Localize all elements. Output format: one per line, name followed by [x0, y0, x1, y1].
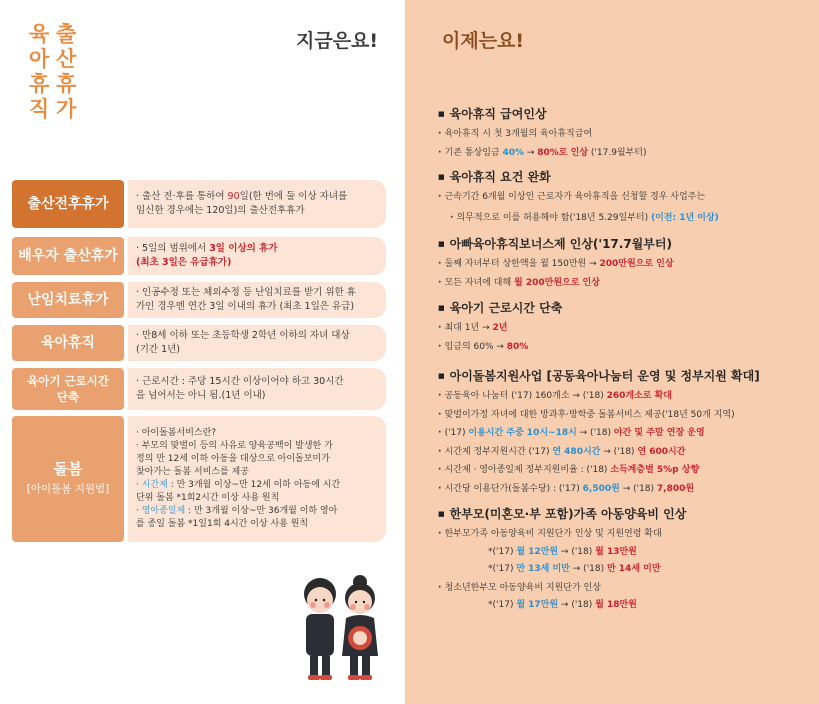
list-item: · 임금의 60% → 80%	[438, 341, 808, 354]
list-item: · 시간제 정부지원시간 ('17) 연 480시간 → ('18) 연 600시간	[438, 446, 808, 459]
after-heading: 이제는요!	[442, 30, 525, 52]
title-char: 휴	[29, 72, 50, 96]
list-item: · 모든 자녀에 대해 월 200만원으로 인상	[438, 277, 808, 290]
row-childcare	[12, 416, 386, 542]
list-item: · 둘째 자녀부터 상한액을 월 150만원 → 200만원으로 인상	[438, 258, 808, 271]
title-column-1	[29, 22, 49, 122]
section-heading: ■ 육아휴직 요건 완화	[438, 169, 808, 185]
section-heading: ■ 아이돌봄지원사업 [공동육아나눔터 운영 및 정부지원 확대]	[438, 368, 808, 384]
row-description: · 만8세 이하 또는 초등학생 2학년 이하의 자녀 대상 (기간 1년)	[128, 325, 386, 361]
row-description: · 인공수정 또는 체외수정 등 난임치료를 받기 위한 휴 가인 경우엔 연간 3일 이내의 휴가 (최초 1일은 유급)	[128, 282, 386, 318]
parents-illustration	[296, 572, 386, 684]
title-char: 가	[56, 97, 77, 121]
row-maternity-leave	[12, 180, 386, 228]
list-item: · 기존 통상임금 40% → 80%로 인상 ('17.9월부터)	[438, 147, 808, 160]
row-description: · 근로시간 : 주당 15시간 이상이어야 하고 30시간 을 넘어서는 아니 됨.(1년 이내)	[128, 368, 386, 410]
row-description: · 5일의 범위에서 3일 이상의 휴가 (최초 3일은 유급휴가)	[128, 237, 386, 275]
list-item: · 청소년한부모 아동양육비 지원단가 인상	[438, 582, 808, 595]
row-infertility-leave	[12, 282, 386, 318]
section-childcare-support	[438, 368, 808, 495]
title-column-2	[56, 22, 76, 122]
section-heading: ■ 육아휴직 급여인상	[438, 106, 808, 122]
row-reduced-hours	[12, 368, 386, 410]
title-char: 아	[29, 47, 50, 71]
title-char: 육	[29, 22, 50, 46]
row-label: 출산전후휴가	[12, 180, 124, 228]
left-panel	[0, 0, 405, 704]
row-label: 육아휴직	[12, 325, 124, 361]
list-item: · 공동육아 나눔터 ('17) 160개소 → ('18) 260개소로 확대	[438, 390, 808, 403]
section-heading: ■ 한부모(미혼모·부 포함)가족 아동양육비 인상	[438, 506, 808, 522]
title-char: 출	[56, 22, 77, 46]
list-item: · 근속기간 6개월 이상인 근로자가 육아휴직을 신청할 경우 사업주는	[438, 191, 808, 204]
row-label: 돌봄 [아이돌봄 지원법]	[12, 416, 124, 542]
sub-item: *('17) 만 13세 미만 → ('18) 만 14세 미만	[488, 564, 661, 574]
row-description: · 출산 전·후를 통하여 90일(한 번에 둘 이상 자녀를 임신한 경우에는 120일)의 출산전후휴가	[128, 180, 386, 228]
list-item: · 시간제 · 영아종일제 정부지원비율 : ('18) 소득계층별 5%p 상향	[438, 464, 808, 477]
sub-item: *('17) 월 12만원 → ('18) 월 13만원	[488, 546, 637, 557]
list-item: · 맞벌이가정 자녀에 대한 방과후·방학중 돌봄서비스 제공('18년 50개 지역)	[438, 409, 808, 422]
list-item: · 최대 1년 → 2년	[438, 322, 808, 335]
row-spouse-leave	[12, 237, 386, 275]
sub-item: *('17) 월 17만원 → ('18) 월 18만원	[488, 600, 637, 610]
title-char: 직	[29, 97, 50, 121]
section-heading: ■ 아빠육아휴직보너스제 인상('17.7월부터)	[438, 236, 808, 252]
row-label: 배우자 출산휴가	[12, 237, 124, 275]
title-char: 산	[56, 47, 77, 71]
section-requirements	[438, 169, 808, 224]
section-heading: ■ 육아기 근로시간 단축	[438, 300, 808, 316]
section-reduced-hours	[438, 300, 808, 353]
section-single-parent	[438, 506, 808, 612]
list-item-continued: · 의무적으로 이를 허용해야 함('18년 5.29일부터) (이전: 1년 이상)	[438, 212, 808, 225]
list-item: · ('17) 이용시간 주중 10시~18시 → ('18) 야간 및 주말 연장 운영	[438, 427, 808, 440]
row-label: 난임치료휴가	[12, 282, 124, 318]
list-item: · 육아휴직 시 첫 3개월의 육아휴직급여	[438, 128, 808, 141]
now-heading: 지금은요!	[296, 30, 379, 52]
section-daddy-bonus	[438, 236, 808, 289]
list-item: · 시간당 이용단가(돌봄수당) : ('17) 6,500원 → ('18) 7,800원	[438, 483, 808, 496]
title-char: 휴	[56, 72, 77, 96]
row-parental-leave	[12, 325, 386, 361]
section-leave-pay	[438, 106, 808, 159]
row-label: 육아기 근로시간 단축	[12, 368, 124, 410]
list-item: · 한부모가족 아동양육비 지원단가 인상 및 지원연령 확대	[438, 528, 808, 541]
row-description: · 아이돌봄서비스란? · 부모의 맞벌이 등의 사유로 양육공백이 발생한 가 정의 만 12세 이하 아동을 대상으로 아이돌보미가 찾아가는 돌봄 서비스를 제공 · 시간제 : 만 3개월 이상~만 12세 이하 아동에 시간 단위 돌봄 *1회2시간 이상 사용 원칙 · 영아종일제 : 만 3개월 이상~만 36개월 이하 영아 를 종일 돌봄 *1일1회 4시간 이상 사용 원칙	[128, 416, 386, 542]
